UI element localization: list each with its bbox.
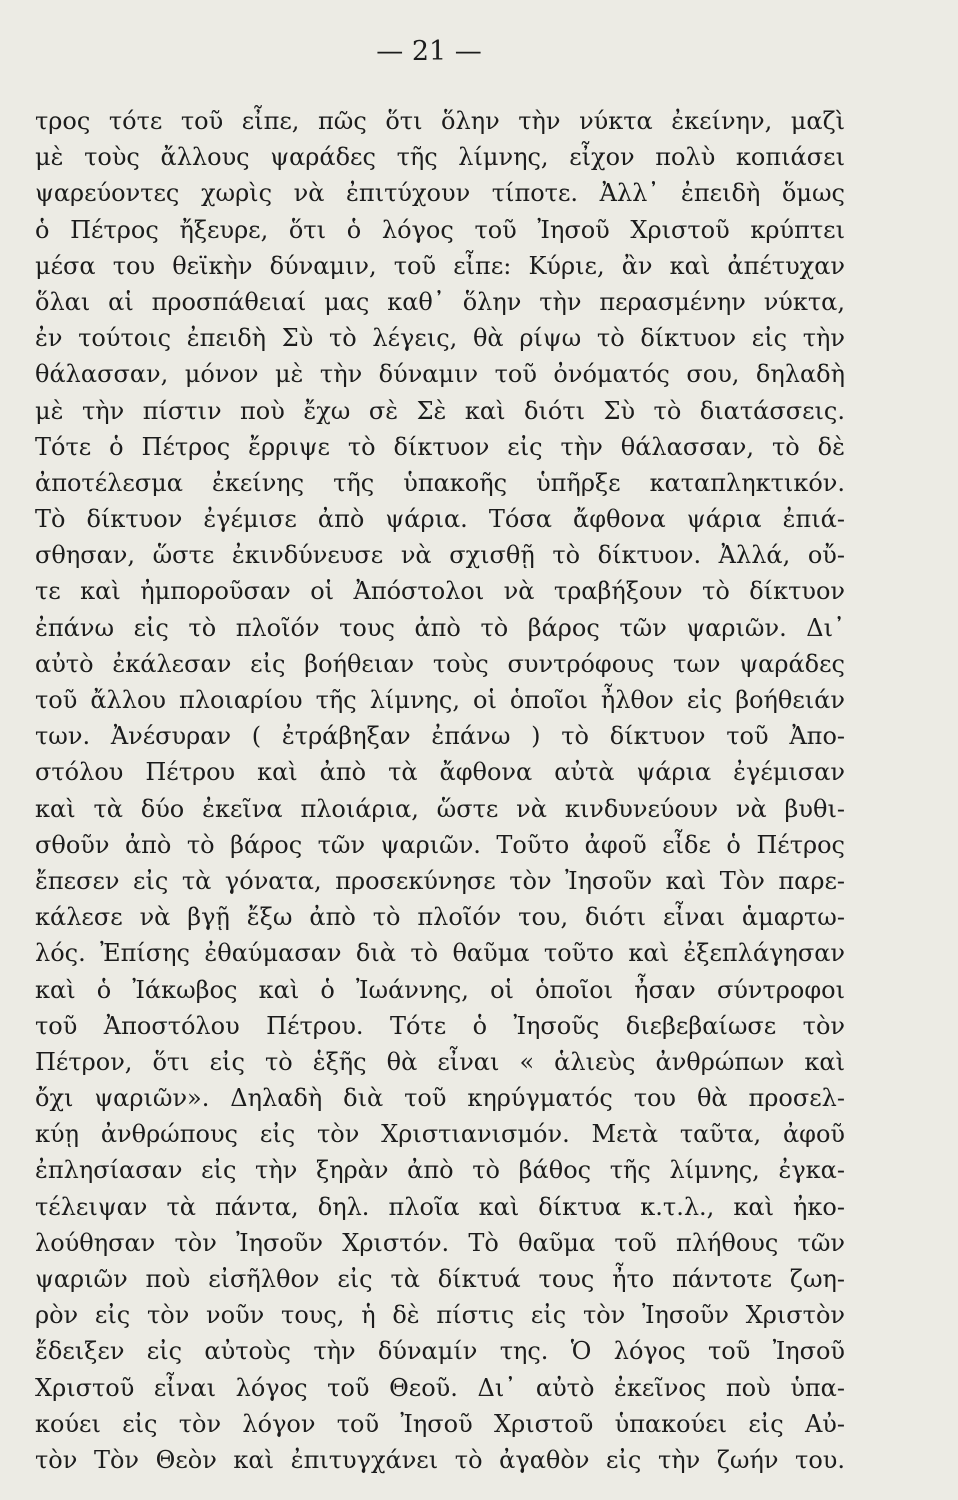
text-line: λούθησαν τὸν Ἰησοῦν Χριστόν. Τὸ θαῦμα τοῦ πλήθους τῶν — [35, 1228, 845, 1257]
text-line: μὲ τοὺς ἄλλους ψαράδες τῆς λίμνης, εἶχον πολὺ κοπιάσει — [35, 143, 845, 172]
body-text — [35, 103, 845, 1478]
text-line: τὸν Τὸν Θεὸν καὶ ἐπιτυγχάνει τὸ ἀγαθὸν εἰς τὴν ζωήν του. — [35, 1445, 845, 1474]
text-line: Χριστοῦ εἶναι λόγος τοῦ Θεοῦ. Δι᾽ αὐτὸ ἐκεῖνος ποὺ ὑπα- — [35, 1373, 845, 1402]
text-line: Τότε ὁ Πέτρος ἔρριψε τὸ δίκτυον εἰς τὴν θάλασσαν, τὸ δὲ — [35, 432, 845, 461]
text-line: των. Ἀνέσυραν ( ἐτράβηξαν ἐπάνω ) τὸ δίκτυον τοῦ Ἀπο- — [35, 722, 845, 751]
text-line: καὶ τὰ δύο ἐκεῖνα πλοιάρια, ὥστε νὰ κινδυνεύουν νὰ βυθι- — [35, 794, 845, 823]
text-line: θάλασσαν, μόνον μὲ τὴν δύναμιν τοῦ ὀνόματός σου, δηλαδὴ — [35, 360, 845, 389]
text-line: μέσα του θεϊκὴν δύναμιν, τοῦ εἶπε: Κύριε, ἂν καὶ ἀπέτυχαν — [35, 251, 845, 280]
text-line: κάλεσε νὰ βγῇ ἔξω ἀπὸ τὸ πλοῖόν του, διότι εἶναι ἁμαρτω- — [35, 903, 845, 932]
text-line: ψαριῶν ποὺ εἰσῆλθον εἰς τὰ δίκτυά τους ἦτο πάντοτε ζωη- — [35, 1265, 845, 1293]
text-line: Πέτρον, ὅτι εἰς τὸ ἑξῆς θὰ εἶναι « ἁλιεὺς ἀνθρώπων καὶ — [35, 1047, 845, 1076]
text-line: τέλειψαν τὰ πάντα, δηλ. πλοῖα καὶ δίκτυα κ.τ.λ., καὶ ἠκο- — [35, 1192, 845, 1221]
text-line: αὐτὸ ἐκάλεσαν εἰς βοήθειαν τοὺς συντρόφους των ψαράδες — [35, 649, 845, 678]
text-line: ἔπεσεν εἰς τὰ γόνατα, προσεκύνησε τὸν Ἰησοῦν καὶ Τὸν παρε- — [35, 866, 845, 895]
page-number: — 21 — — [376, 36, 482, 67]
text-line: τρος τότε τοῦ εἶπε, πῶς ὅτι ὅλην τὴν νύκτα ἐκείνην, μαζὶ — [35, 107, 845, 135]
text-line: ἐν τούτοις ἐπειδὴ Σὺ τὸ λέγεις, θὰ ρίψω τὸ δίκτυον εἰς τὴν — [35, 324, 845, 353]
text-line: τοῦ ἄλλου πλοιαρίου τῆς λίμνης, οἱ ὁποῖοι ἦλθον εἰς βοήθειάν — [35, 686, 845, 714]
text-line: τοῦ Ἀποστόλου Πέτρου. Τότε ὁ Ἰησοῦς διεβεβαίωσε τὸν — [35, 1011, 845, 1040]
text-line: ὁ Πέτρος ἤξευρε, ὅτι ὁ λόγος τοῦ Ἰησοῦ Χριστοῦ κρύπτει — [35, 215, 845, 244]
text-line: μὲ τὴν πίστιν ποὺ ἔχω σὲ Σὲ καὶ διότι Σὺ τὸ διατάσσεις. — [35, 396, 845, 425]
text-line: σθοῦν ἀπὸ τὸ βάρος τῶν ψαριῶν. Τοῦτο ἀφοῦ εἶδε ὁ Πέτρος — [35, 830, 845, 859]
text-line: Τὸ δίκτυον ἐγέμισε ἀπὸ ψάρια. Τόσα ἄφθονα ψάρια ἐπιά- — [35, 505, 845, 534]
text-line: ἐπλησίασαν εἰς τὴν ξηρὰν ἀπὸ τὸ βάθος τῆς λίμνης, ἐγκα- — [35, 1156, 845, 1185]
text-line: σθησαν, ὥστε ἐκινδύνευσε νὰ σχισθῇ τὸ δίκτυον. Ἀλλά, οὔ- — [35, 541, 845, 570]
text-line: κούει εἰς τὸν λόγον τοῦ Ἰησοῦ Χριστοῦ ὑπακούει εἰς Αὐ- — [35, 1409, 845, 1438]
text-line: ὄχι ψαριῶν». Δηλαδὴ διὰ τοῦ κηρύγματός του θὰ προσελ- — [35, 1084, 845, 1113]
text-line: κύῃ ἀνθρώπους εἰς τὸν Χριστιανισμόν. Μετὰ ταῦτα, ἀφοῦ — [35, 1120, 845, 1149]
text-line: καὶ ὁ Ἰάκωβος καὶ ὁ Ἰωάννης, οἱ ὁποῖοι ἦσαν σύντροφοι — [35, 975, 845, 1004]
text-line: ρὸν εἰς τὸν νοῦν τους, ἡ δὲ πίστις εἰς τὸν Ἰησοῦν Χριστὸν — [35, 1301, 845, 1330]
text-line: λός. Ἐπίσης ἐθαύμασαν διὰ τὸ θαῦμα τοῦτο καὶ ἐξεπλάγησαν — [35, 939, 845, 968]
text-line: στόλου Πέτρου καὶ ἀπὸ τὰ ἄφθονα αὐτὰ ψάρια ἐγέμισαν — [35, 758, 845, 787]
text-line: ψαρεύοντες χωρὶς νὰ ἐπιτύχουν τίποτε. Ἀλλ᾽ ἐπειδὴ ὅμως — [35, 179, 845, 208]
text-line: τε καὶ ἠμποροῦσαν οἱ Ἀπόστολοι νὰ τραβήξουν τὸ δίκτυον — [35, 577, 845, 606]
text-line: ὅλαι αἱ προσπάθειαί μας καθ᾽ ὅλην τὴν περασμένην νύκτα, — [35, 287, 845, 316]
text-line: ἔδειξεν εἰς αὐτοὺς τὴν δύναμίν της. Ὁ λόγος τοῦ Ἰησοῦ — [35, 1337, 845, 1366]
text-line: ἀποτέλεσμα ἐκείνης τῆς ὑπακοῆς ὑπῆρξε καταπληκτικόν. — [35, 468, 845, 497]
text-line: ἐπάνω εἰς τὸ πλοῖόν τους ἀπὸ τὸ βάρος τῶν ψαριῶν. Δι᾽ — [35, 613, 845, 642]
